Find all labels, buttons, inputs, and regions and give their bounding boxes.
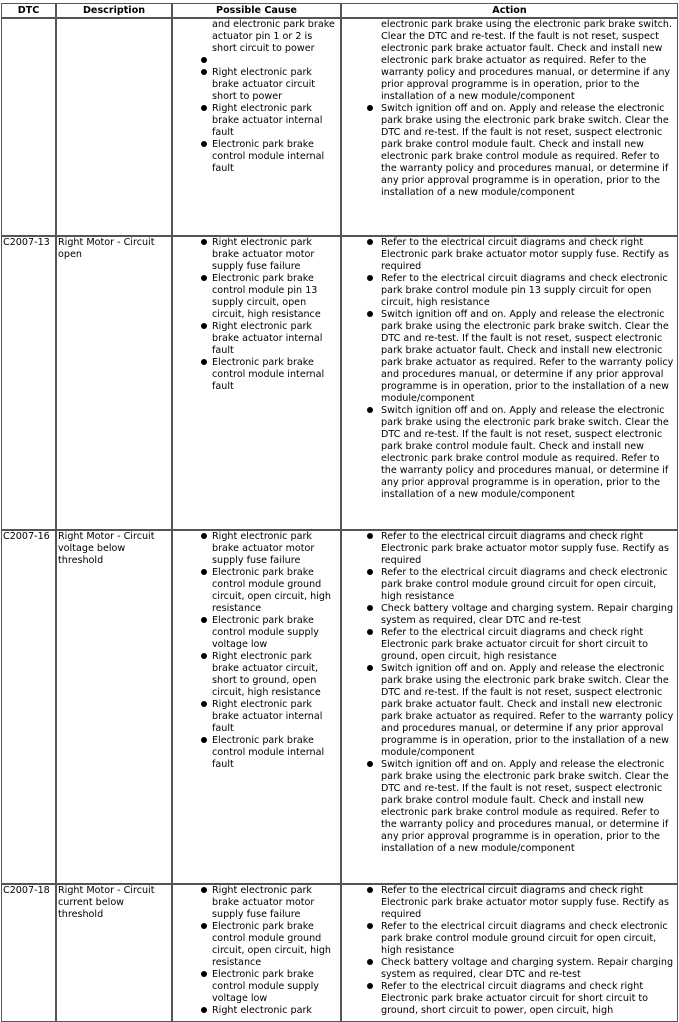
bullet-icon [367,275,373,281]
action-text: Refer to the electrical circuit diagrams and check right Electronic park brake actuator motor supply fuse. Rectify as required [381,531,670,566]
cause-item [174,237,339,273]
cause-item [174,921,339,969]
cause-text: Electronic park brake control module internal fault [212,139,325,174]
bullet-icon [201,737,207,743]
bullet-icon [367,923,373,929]
table-row [1,884,678,1022]
bullet-icon [367,239,373,245]
possible-cause-cell [172,18,341,236]
cause-item [174,357,339,393]
bullet-icon [201,239,207,245]
cause-item [174,969,339,1005]
action-list [343,237,676,501]
cause-text: Right electronic park brake actuator internal fault [212,699,323,734]
action-text: Refer to the electrical circuit diagrams and check right Electronic park brake actuator motor supply fuse. Rectify as required [381,237,670,272]
cause-text: Right electronic park [212,1005,312,1016]
action-list [343,19,676,199]
action-text: Refer to the electrical circuit diagrams and check electronic park brake control module ground circuit for open circuit, high resistance [381,567,668,602]
cause-text: Electronic park brake control module ground circuit, open circuit, high resistance [212,567,332,614]
cause-item [174,699,339,735]
table-row [1,18,678,236]
bullet-icon [367,761,373,767]
action-item [343,759,676,855]
action-item [343,567,676,603]
possible-cause-cell [172,530,341,884]
action-text: Refer to the electrical circuit diagrams and check right Electronic park brake actuator motor supply fuse. Rectify as required [381,885,670,920]
possible-cause-cell [172,884,341,1022]
cause-text: Right electronic park brake actuator motor supply fuse failure [212,531,315,566]
action-item [343,103,676,199]
action-item [343,921,676,957]
cause-text: Electronic park brake control module supply voltage low [212,969,319,1004]
bullet-icon [367,629,373,635]
bullet-icon [367,311,373,317]
bullet-icon [201,141,207,147]
header-dtc: DTC [1,3,56,18]
action-cell [341,18,678,236]
action-item [343,405,676,501]
bullet-icon [201,887,207,893]
cause-item [174,139,339,175]
bullet-icon [367,959,373,965]
bullet-icon [201,569,207,575]
bullet-icon [367,105,373,111]
action-text: electronic park brake using the electronic park brake switch. Clear the DTC and re-test. If the fault is not reset, suspect electronic park brake actuator fault. Check and install new electronic park brake actuator as required. Refer to the warranty policy and procedures manual, or determine if any prior approval programme is in operation, prior to the installation of a new module/component [381,19,672,102]
action-item [343,273,676,309]
bullet-icon [201,701,207,707]
bullet-icon [367,407,373,413]
dtc-code-cell: C2007-18 [1,884,56,1022]
bullet-icon [201,1007,207,1013]
action-list [343,885,676,1017]
action-text: Refer to the electrical circuit diagrams and check electronic park brake control module ground circuit for open circuit, high resistance [381,921,668,956]
bullet-icon [367,569,373,575]
action-text: Refer to the electrical circuit diagrams and check right Electronic park brake actuator circuit for short circuit to ground, short circuit to power, open circuit, high [381,981,649,1016]
cause-text: and electronic park brake actuator pin 1 or 2 is short circuit to power [212,19,335,54]
cause-item [174,103,339,139]
bullet-icon [367,665,373,671]
action-item [343,19,676,103]
bullet-icon [367,533,373,539]
action-item [343,603,676,627]
cause-item [174,273,339,321]
cause-list [174,885,339,1017]
description-cell: Right Motor - Circuit open [56,236,172,530]
bullet-icon [201,359,207,365]
cause-text: Right electronic park brake actuator internal fault [212,321,323,356]
bullet-icon [201,275,207,281]
description-cell: Right Motor - Circuit current below threshold [56,884,172,1022]
action-text: Refer to the electrical circuit diagrams and check right Electronic park brake actuator circuit for short circuit to ground, open circuit, high resistance [381,627,649,662]
action-item [343,981,676,1017]
header-action: Action [341,3,678,18]
action-item [343,237,676,273]
possible-cause-cell [172,236,341,530]
cause-text: Electronic park brake control module internal fault [212,735,325,770]
bullet-icon [201,653,207,659]
action-list [343,531,676,855]
cause-text: Right electronic park brake actuator motor supply fuse failure [212,885,315,920]
action-item [343,957,676,981]
cause-text: Right electronic park brake actuator motor supply fuse failure [212,237,315,272]
dtc-table [1,3,678,1022]
action-text: Switch ignition off and on. Apply and release the electronic park brake using the electronic park brake switch. Clear the DTC and re-test. If the fault is not reset, suspect electronic park brake control module fault. Check and install new electronic park brake control module as required. Refer to the warranty policy and procedures manual, or determine if any prior approval programme is in operation, prior to the installation of a new module/component [381,405,669,500]
cause-text: Electronic park brake control module ground circuit, open circuit, high resistance [212,921,332,968]
cause-list [174,531,339,771]
cause-list [174,19,339,175]
bullet-icon [201,57,207,63]
action-text: Check battery voltage and charging system. Repair charging system as required, clear DTC and re-test [381,957,674,980]
bullet-icon [201,533,207,539]
bullet-icon [201,105,207,111]
table-row [1,530,678,884]
dtc-code-cell [1,18,56,236]
action-text: Refer to the electrical circuit diagrams and check electronic park brake control module pin 13 supply circuit for open circuit, high resistance [381,273,668,308]
cause-text: Electronic park brake control module internal fault [212,357,325,392]
bullet-icon [201,617,207,623]
cause-text: Electronic park brake control module pin 13 supply circuit, open circuit, high resistance [212,273,321,320]
bullet-icon [367,983,373,989]
cause-list [174,237,339,393]
action-cell [341,236,678,530]
action-item [343,309,676,405]
action-text: Check battery voltage and charging system. Repair charging system as required, clear DTC and re-test [381,603,674,626]
action-text: Switch ignition off and on. Apply and release the electronic park brake using the electronic park brake switch. Clear the DTC and re-test. If the fault is not reset, suspect electronic park brake actuator fault. Check and install new electronic park brake actuator as required. Refer to the warranty policy and procedures manual, or determine if any prior approval programme is in operation, prior to the installation of a new module/component [381,309,674,404]
cause-text: Right electronic park brake actuator circuit short to power [212,67,316,102]
description-cell [56,18,172,236]
cause-item [174,19,339,55]
action-item [343,885,676,921]
cause-text: Electronic park brake control module supply voltage low [212,615,319,650]
header-description: Description [56,3,172,18]
description-cell: Right Motor - Circuit voltage below threshold [56,530,172,884]
bullet-icon [201,923,207,929]
table-row [1,236,678,530]
cause-item [174,885,339,921]
table-body [1,18,678,1022]
action-item [343,663,676,759]
cause-item [174,321,339,357]
dtc-code-cell: C2007-13 [1,236,56,530]
cause-item [174,615,339,651]
action-text: Switch ignition off and on. Apply and release the electronic park brake using the electronic park brake switch. Clear the DTC and re-test. If the fault is not reset, suspect electronic park brake actuator fault. Check and install new electronic park brake actuator as required. Refer to the warranty policy and procedures manual, or determine if any prior approval programme is in operation, prior to the installation of a new module/component [381,663,674,758]
cause-item [174,651,339,699]
header-row [1,3,678,18]
action-text: Switch ignition off and on. Apply and release the electronic park brake using the electronic park brake switch. Clear the DTC and re-test. If the fault is not reset, suspect electronic park brake control module fault. Check and install new electronic park brake control module as required. Refer to the warranty policy and procedures manual, or determine if any prior approval programme is in operation, prior to the installation of a new module/component [381,759,669,854]
cause-item [174,735,339,771]
header-possible-cause: Possible Cause [172,3,341,18]
bullet-icon [201,323,207,329]
bullet-icon [201,971,207,977]
bullet-icon [367,887,373,893]
cause-item [174,67,339,103]
cause-item [174,55,339,67]
cause-item [174,1005,339,1017]
cause-text: Right electronic park brake actuator internal fault [212,103,323,138]
cause-item [174,531,339,567]
action-cell [341,530,678,884]
dtc-code-cell: C2007-16 [1,530,56,884]
action-cell [341,884,678,1022]
action-item [343,531,676,567]
cause-text: Right electronic park brake actuator circuit, short to ground, open circuit, high resistance [212,651,321,698]
bullet-icon [201,69,207,75]
bullet-icon [367,605,373,611]
cause-item [174,567,339,615]
action-item [343,627,676,663]
action-text: Switch ignition off and on. Apply and release the electronic park brake using the electronic park brake switch. Clear the DTC and re-test. If the fault is not reset, suspect electronic park brake control module fault. Check and install new electronic park brake control module as required. Refer to the warranty policy and procedures manual, or determine if any prior approval programme is in operation, prior to the installation of a new module/component [381,103,669,198]
